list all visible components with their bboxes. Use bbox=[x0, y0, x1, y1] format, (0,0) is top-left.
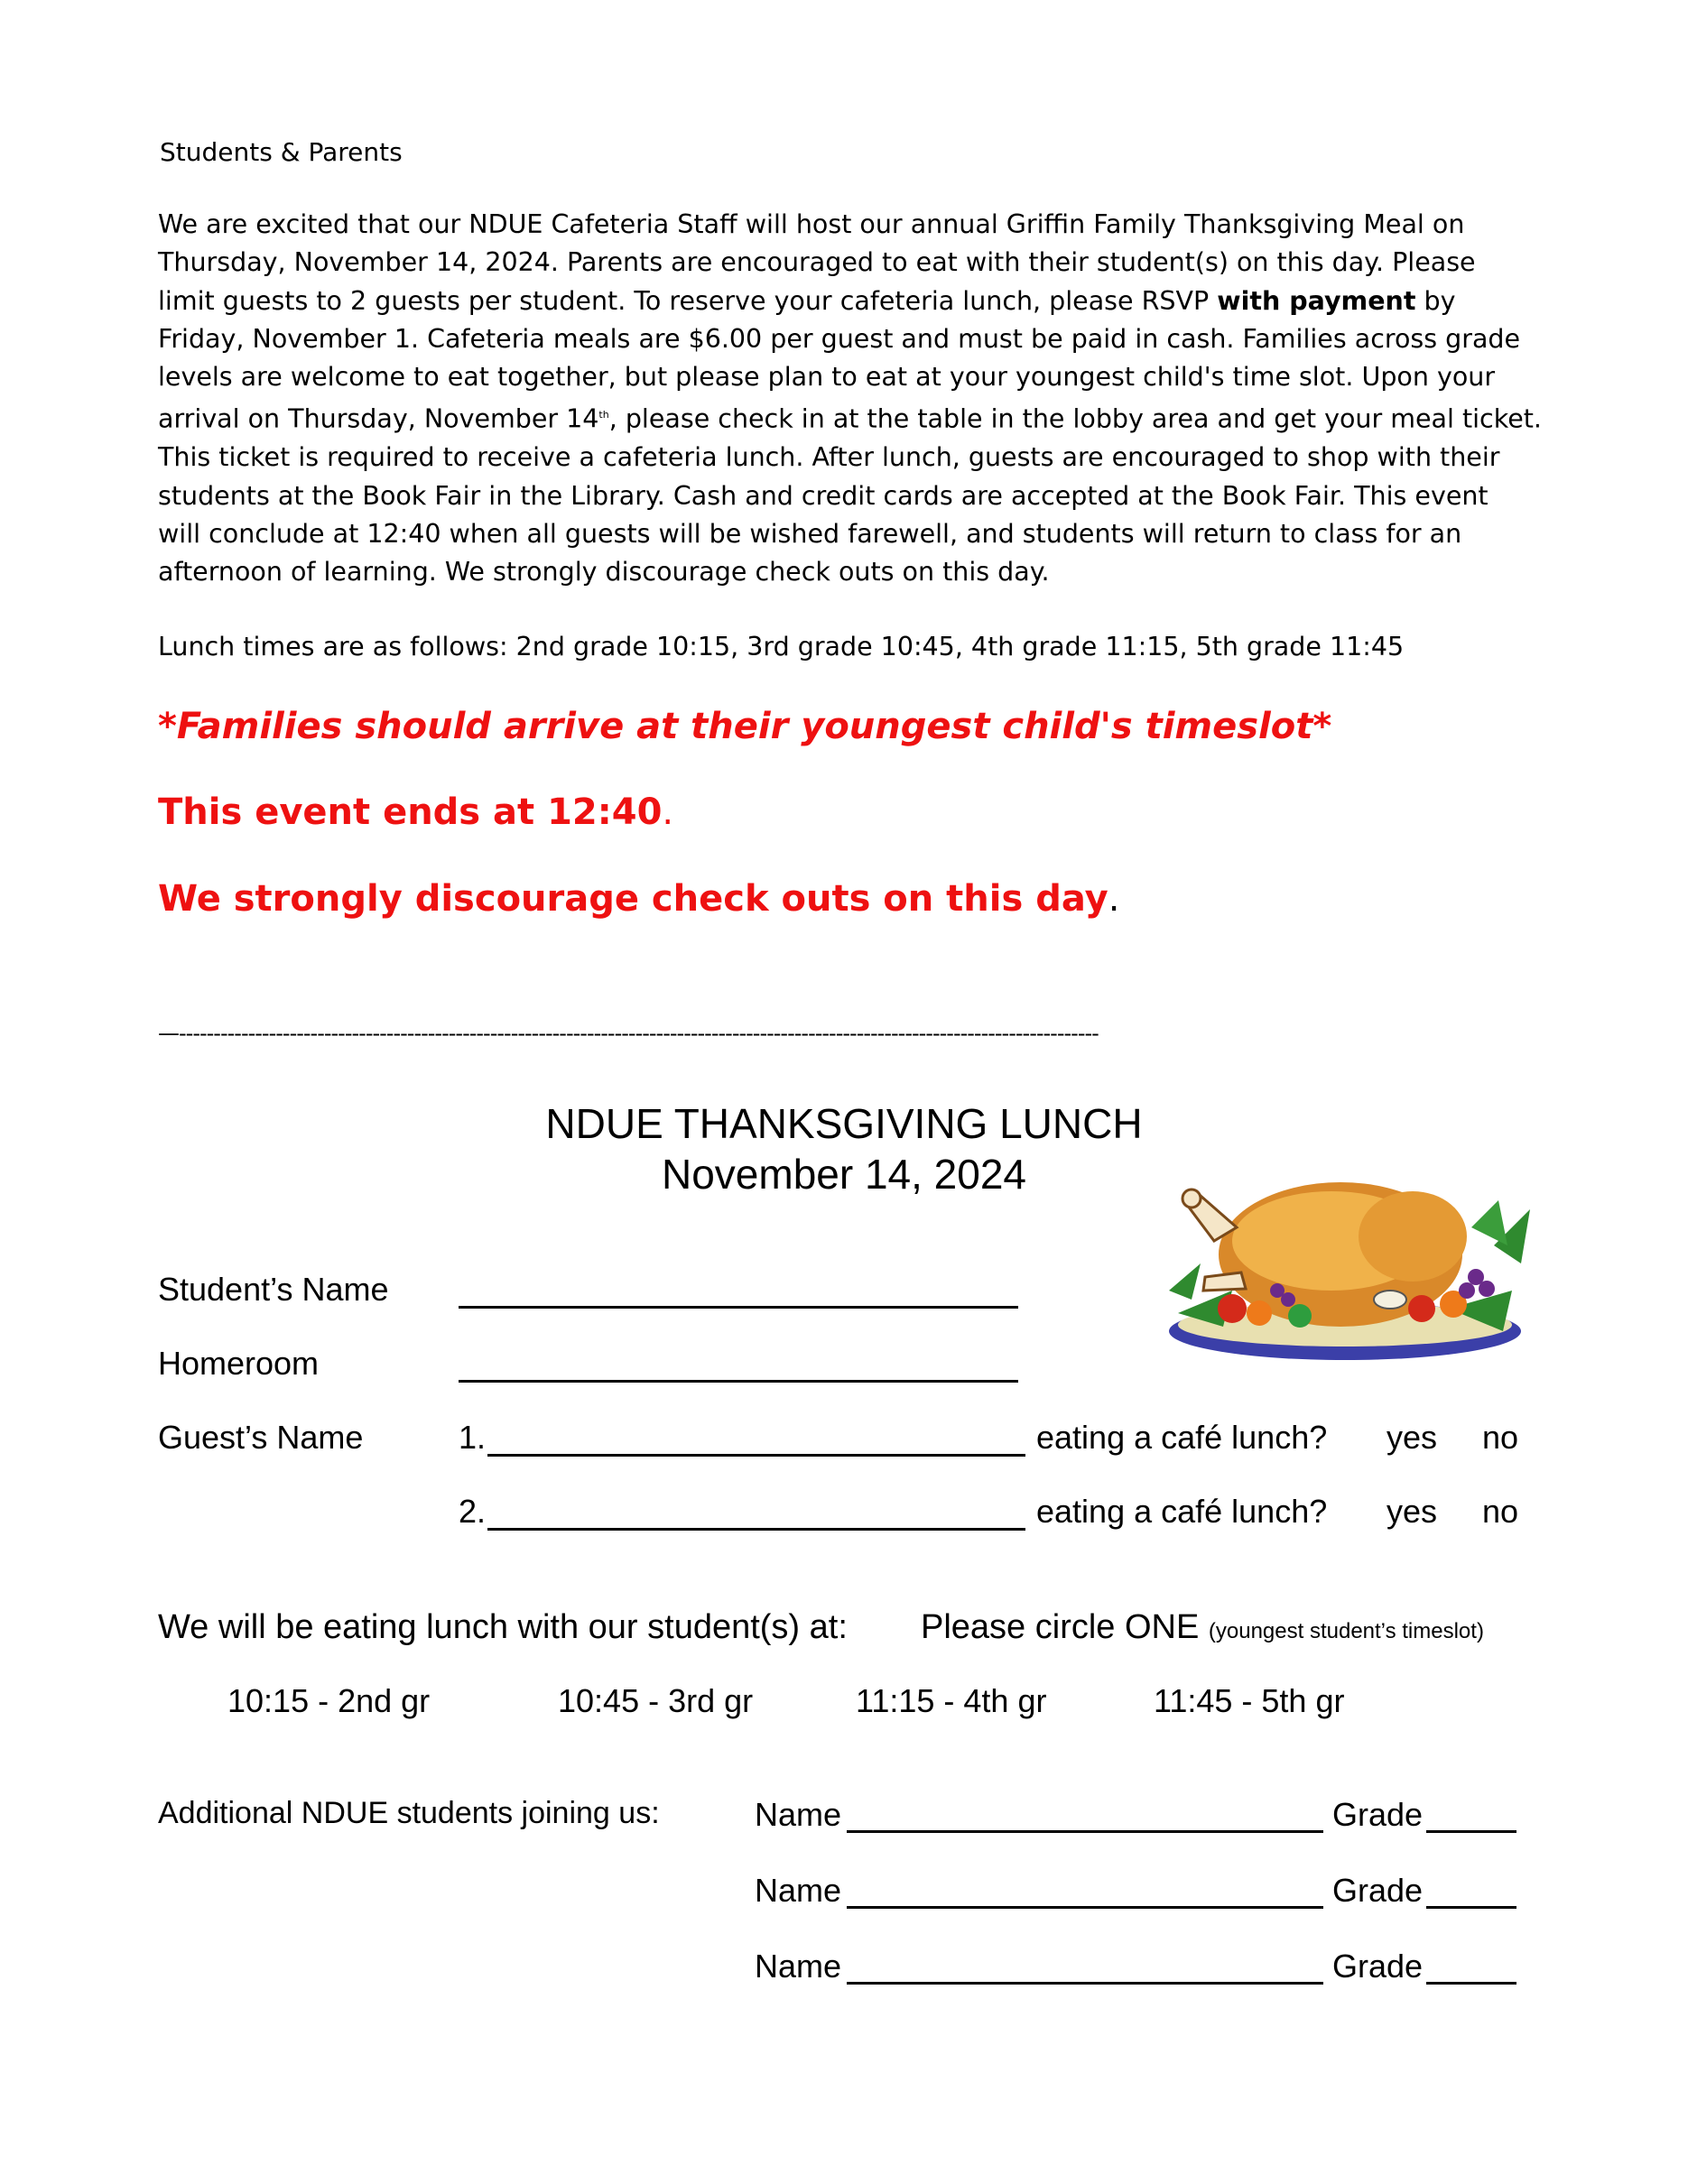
additional-grade-label: Grade bbox=[1332, 1948, 1424, 1985]
paragraph-line: Friday, November 1. Cafeteria meals are $6.00 per guest and must be paid in cash. Families across grade bbox=[158, 323, 1521, 354]
timeslot-option[interactable]: 10:15 - 2nd gr bbox=[227, 1682, 431, 1719]
guest-2-yes-option[interactable]: yes bbox=[1387, 1493, 1438, 1530]
timeslot-option[interactable]: 11:15 - 4th gr bbox=[856, 1682, 1047, 1719]
cut-line-divider: —------------------------------------------------------------------------------------------------------------------------------------- bbox=[158, 1023, 1099, 1044]
paragraph-line: arrival on Thursday, November 14th, please check in at the table in the lobby area and get your meal ticket. bbox=[158, 403, 1542, 434]
greeting: Students & Parents bbox=[160, 137, 403, 167]
form-title: NDUE THANKSGIVING LUNCH bbox=[545, 1100, 1143, 1147]
circle-one-instruction: Please circle ONE (youngest student’s timeslot) bbox=[921, 1608, 1484, 1646]
student-name-field[interactable] bbox=[459, 1275, 1018, 1309]
paragraph-line: students at the Book Fair in the Library. Cash and credit cards are accepted at the Book Fair. This event bbox=[158, 480, 1489, 511]
additional-grade-label: Grade bbox=[1332, 1796, 1424, 1833]
paragraph-line: levels are welcome to eat together, but please plan to eat at your youngest child's time slot. Upon your bbox=[158, 362, 1496, 393]
roast-turkey-platter-icon bbox=[1151, 1155, 1539, 1372]
notice-youngest-timeslot: *Families should arrive at their youngest child's timeslot* bbox=[158, 706, 1332, 747]
paragraph-line: Thursday, November 14, 2024. Parents are encouraged to eat with their student(s) on this day. Please bbox=[158, 247, 1476, 278]
guest-1-yes-option[interactable]: yes bbox=[1387, 1419, 1438, 1456]
guest-2-question: eating a café lunch? bbox=[1036, 1493, 1328, 1530]
form-date: November 14, 2024 bbox=[661, 1151, 1027, 1198]
homeroom-label: Homeroom bbox=[158, 1345, 320, 1382]
with-payment-emphasis: with payment bbox=[1217, 285, 1416, 316]
additional-students-label: Additional NDUE students joining us: bbox=[158, 1796, 660, 1830]
notice-event-ends: This event ends at 12:40. bbox=[158, 791, 674, 833]
guest-number: 1. bbox=[459, 1419, 487, 1456]
guest-name-label: Guest’s Name bbox=[158, 1419, 364, 1456]
guest-1-question: eating a café lunch? bbox=[1036, 1419, 1328, 1456]
additional-name-field[interactable] bbox=[847, 1875, 1323, 1909]
additional-grade-field[interactable] bbox=[1426, 1800, 1516, 1833]
guest-2-no-option[interactable]: no bbox=[1482, 1493, 1519, 1530]
timeslot-option[interactable]: 10:45 - 3rd gr bbox=[558, 1682, 754, 1719]
additional-grade-field[interactable] bbox=[1426, 1875, 1516, 1909]
additional-grade-label: Grade bbox=[1332, 1872, 1424, 1909]
guest-2-name-field[interactable] bbox=[487, 1497, 1025, 1531]
paragraph-line: This ticket is required to receive a cafeteria lunch. After lunch, guests are encouraged to shop with their bbox=[158, 442, 1500, 473]
student-name-label: Student’s Name bbox=[158, 1271, 389, 1308]
lunch-times: Lunch times are as follows: 2nd grade 10:15, 3rd grade 10:45, 4th grade 11:15, 5th grade 11:45 bbox=[158, 632, 1405, 662]
homeroom-field[interactable] bbox=[459, 1349, 1018, 1383]
paragraph-line: afternoon of learning. We strongly discourage check outs on this day. bbox=[158, 557, 1050, 588]
timeslot-option[interactable]: 11:45 - 5th gr bbox=[1154, 1682, 1345, 1719]
circle-note: (youngest student’s timeslot) bbox=[1208, 1619, 1484, 1643]
paragraph-line: limit guests to 2 guests per student. To reserve your cafeteria lunch, please RSVP with payment by bbox=[158, 285, 1456, 316]
additional-name-label: Name bbox=[755, 1796, 842, 1833]
guest-number: 2. bbox=[459, 1493, 487, 1530]
guest-1-name-field[interactable] bbox=[487, 1423, 1025, 1457]
paragraph-line: will conclude at 12:40 when all guests will be wished farewell, and students will return to class for an bbox=[158, 518, 1462, 549]
additional-name-field[interactable] bbox=[847, 1951, 1323, 1985]
additional-name-label: Name bbox=[755, 1948, 842, 1985]
additional-name-field[interactable] bbox=[847, 1800, 1323, 1833]
notice-check-outs: We strongly discourage check outs on this day. bbox=[158, 878, 1120, 920]
additional-name-label: Name bbox=[755, 1872, 842, 1909]
guest-1-no-option[interactable]: no bbox=[1482, 1419, 1519, 1456]
eating-with-prompt: We will be eating lunch with our student(s) at: bbox=[158, 1608, 848, 1646]
paragraph-line: We are excited that our NDUE Cafeteria Staff will host our annual Griffin Family Thanksgiving Meal on bbox=[158, 209, 1465, 239]
additional-grade-field[interactable] bbox=[1426, 1951, 1516, 1985]
announcement-paragraph bbox=[158, 206, 1542, 591]
